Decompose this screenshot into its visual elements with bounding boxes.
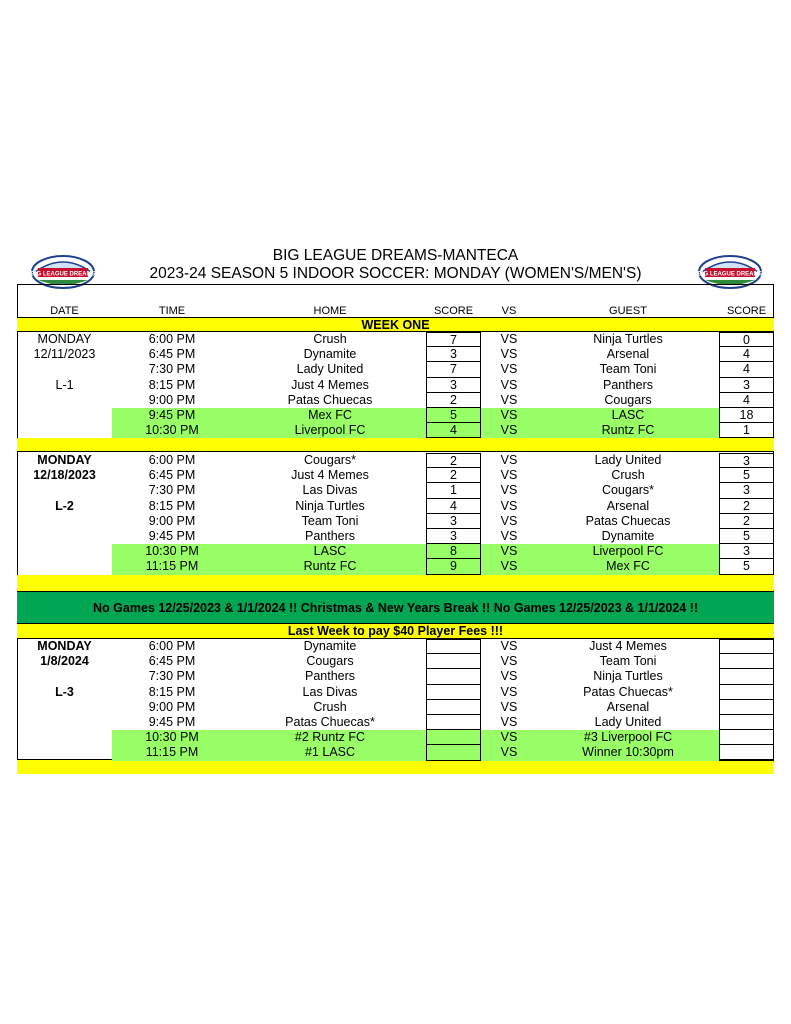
vs-label: VS: [500, 408, 518, 422]
home-score: [426, 669, 481, 684]
game-time: 6:00 PM: [148, 453, 196, 467]
vs-label: VS: [500, 684, 518, 699]
home-team: #2 Runtz FC: [294, 730, 366, 745]
guest-score: [719, 745, 774, 760]
guest-score: 3: [719, 483, 774, 498]
home-score: 2: [426, 453, 481, 468]
game-time: 9:45 PM: [148, 529, 196, 543]
home-score: 2: [426, 468, 481, 483]
home-score: 3: [426, 514, 481, 529]
guest-team: Arsenal: [606, 347, 650, 362]
vs-label: VS: [500, 654, 518, 669]
guest-score: [719, 730, 774, 745]
guest-score: 18: [719, 408, 774, 423]
home-team: Panthers: [304, 669, 356, 684]
home-score: [426, 700, 481, 715]
guest-team: Cougars*: [601, 483, 655, 498]
game-time: 6:45 PM: [148, 468, 196, 483]
home-team: Just 4 Memes: [291, 377, 369, 392]
guest-score: 5: [719, 559, 774, 574]
home-score: [426, 730, 481, 745]
vs-label: VS: [500, 529, 518, 543]
game-time: 9:00 PM: [148, 392, 196, 407]
home-team: Liverpool FC: [294, 423, 366, 438]
guest-score: [719, 654, 774, 669]
guest-team: Ninja Turtles: [593, 669, 663, 684]
home-team: Team Toni: [301, 513, 359, 528]
guest-team: Ninja Turtles: [593, 332, 663, 346]
guest-score: 5: [719, 468, 774, 483]
home-team: Lady United: [296, 362, 364, 377]
home-team: Ninja Turtles: [295, 498, 365, 513]
vs-label: VS: [500, 513, 518, 528]
guest-score: [719, 685, 774, 700]
guest-score: 3: [719, 453, 774, 468]
guest-score: 3: [719, 378, 774, 393]
game-time: 10:30 PM: [145, 423, 199, 438]
week-day: MONDAY: [37, 332, 92, 346]
game-time: 9:45 PM: [148, 408, 196, 422]
guest-score: [719, 700, 774, 715]
home-team: Crush: [313, 332, 347, 346]
guest-team: Lady United: [594, 453, 662, 467]
week-one-band: [17, 317, 774, 332]
week-date: 12/18/2023: [33, 468, 96, 483]
home-score: [426, 639, 481, 654]
game-time: 7:30 PM: [148, 669, 196, 684]
guest-score: 0: [719, 332, 774, 347]
guest-team: Arsenal: [606, 699, 650, 714]
home-score: 4: [426, 423, 481, 438]
home-score: [426, 745, 481, 760]
fee-notice: Last Week to pay $40 Player Fees !!!: [287, 624, 504, 638]
home-score: [426, 715, 481, 730]
col-time: TIME: [158, 305, 186, 317]
game-time: 10:30 PM: [145, 730, 199, 745]
guest-team: #3 Liverpool FC: [583, 730, 673, 745]
vs-label: VS: [500, 745, 518, 760]
week-day: MONDAY: [37, 639, 92, 653]
guest-team: Lady United: [594, 715, 662, 729]
home-score: 5: [426, 408, 481, 423]
guest-score: 4: [719, 362, 774, 377]
game-time: 8:15 PM: [148, 498, 196, 513]
guest-team: Panthers: [602, 377, 654, 392]
vs-label: VS: [500, 669, 518, 684]
home-team: Patas Chuecas*: [285, 715, 375, 729]
game-time: 6:45 PM: [148, 347, 196, 362]
guest-team: Just 4 Memes: [589, 639, 667, 653]
guest-score: 1: [719, 423, 774, 438]
home-team: Cougars*: [303, 453, 357, 467]
separator-band: [17, 438, 774, 452]
guest-team: Team Toni: [599, 362, 657, 377]
home-score: 3: [426, 378, 481, 393]
vs-label: VS: [500, 377, 518, 392]
game-time: 6:00 PM: [148, 639, 196, 653]
vs-label: VS: [500, 559, 518, 574]
guest-score: 5: [719, 529, 774, 544]
guest-score: 4: [719, 347, 774, 362]
home-team: Dynamite: [303, 639, 357, 653]
league-code: L-2: [55, 498, 74, 513]
home-score: 3: [426, 347, 481, 362]
home-team: Panthers: [304, 529, 356, 543]
guest-team: Team Toni: [599, 654, 657, 669]
col-score-home: SCORE: [433, 305, 474, 317]
game-time: 8:15 PM: [148, 684, 196, 699]
guest-team: Arsenal: [606, 498, 650, 513]
guest-team: Mex FC: [606, 559, 650, 574]
home-score: [426, 685, 481, 700]
league-code: L-3: [55, 684, 74, 699]
home-team: Dynamite: [303, 347, 357, 362]
guest-team: Patas Chuecas: [585, 513, 671, 528]
separator-band: [17, 575, 774, 591]
game-time: 11:15 PM: [145, 559, 199, 574]
home-team: Patas Chuecas: [287, 392, 373, 407]
home-score: 7: [426, 362, 481, 377]
page-title: BIG LEAGUE DREAMS-MANTECA: [272, 247, 519, 264]
guest-score: [719, 639, 774, 654]
home-team: LASC: [313, 544, 347, 559]
home-score: 9: [426, 559, 481, 574]
home-team: Las Divas: [302, 483, 358, 498]
guest-score: 2: [719, 514, 774, 529]
vs-label: VS: [500, 362, 518, 377]
vs-label: VS: [500, 468, 518, 483]
vs-label: VS: [500, 392, 518, 407]
home-team: Crush: [313, 699, 347, 714]
game-time: 9:45 PM: [148, 715, 196, 729]
guest-team: LASC: [611, 408, 645, 422]
col-vs: VS: [501, 305, 517, 317]
home-team: Las Divas: [302, 684, 358, 699]
vs-label: VS: [500, 347, 518, 362]
week-day: MONDAY: [37, 453, 92, 467]
week-date: 1/8/2024: [40, 654, 89, 669]
guest-team: Cougars: [604, 392, 652, 407]
guest-score: 4: [719, 393, 774, 408]
logo-text-left: BIG LEAGUE DREAMS: [30, 271, 96, 278]
fee-notice-band: [17, 624, 774, 639]
game-time: 11:15 PM: [145, 745, 199, 760]
home-score: 2: [426, 393, 481, 408]
break-notice: No Games 12/25/2023 & 1/1/2024 !! Christmas & New Years Break !! No Games 12/25/2023 & 1/1/2024 !!: [17, 591, 774, 624]
guest-score: 3: [719, 544, 774, 559]
vs-label: VS: [500, 423, 518, 438]
vs-label: VS: [500, 715, 518, 729]
home-score: 4: [426, 499, 481, 514]
game-time: 10:30 PM: [145, 544, 199, 559]
week-one-label: WEEK ONE: [361, 318, 430, 332]
league-code: L-1: [55, 377, 74, 392]
guest-team: Liverpool FC: [592, 544, 664, 559]
guest-team: Patas Chuecas*: [583, 684, 673, 699]
separator-band: [17, 759, 774, 774]
logo-text-right: BIG LEAGUE DREAMS: [697, 271, 763, 278]
guest-score: [719, 715, 774, 730]
guest-team: Crush: [611, 468, 645, 483]
home-score: 3: [426, 529, 481, 544]
col-date: DATE: [50, 305, 79, 317]
guest-team: Winner 10:30pm: [582, 745, 674, 760]
vs-label: VS: [500, 639, 518, 653]
vs-label: VS: [500, 498, 518, 513]
game-time: 7:30 PM: [148, 483, 196, 498]
home-team: Just 4 Memes: [291, 468, 369, 483]
page-subtitle: 2023-24 SEASON 5 INDOOR SOCCER: MONDAY (WOMEN'S/MEN'S): [149, 265, 642, 282]
vs-label: VS: [500, 699, 518, 714]
home-team: #1 LASC: [304, 745, 356, 760]
game-time: 6:00 PM: [148, 332, 196, 346]
week-date: 12/11/2023: [33, 347, 96, 362]
col-score-guest: SCORE: [726, 305, 767, 317]
game-time: 9:00 PM: [148, 513, 196, 528]
home-team: Cougars: [306, 654, 354, 669]
vs-label: VS: [500, 332, 518, 346]
home-score: [426, 654, 481, 669]
game-time: 8:15 PM: [148, 377, 196, 392]
guest-team: Runtz FC: [601, 423, 655, 438]
col-home: HOME: [313, 305, 347, 317]
vs-label: VS: [500, 453, 518, 467]
vs-label: VS: [500, 544, 518, 559]
guest-team: Dynamite: [601, 529, 655, 543]
home-team: Runtz FC: [303, 559, 357, 574]
col-guest: GUEST: [609, 305, 647, 317]
home-score: 1: [426, 483, 481, 498]
game-time: 7:30 PM: [148, 362, 196, 377]
guest-score: [719, 669, 774, 684]
game-time: 9:00 PM: [148, 699, 196, 714]
home-score: 7: [426, 332, 481, 347]
vs-label: VS: [500, 483, 518, 498]
guest-score: 2: [719, 499, 774, 514]
home-score: 8: [426, 544, 481, 559]
home-team: Mex FC: [308, 408, 352, 422]
vs-label: VS: [500, 730, 518, 745]
game-time: 6:45 PM: [148, 654, 196, 669]
